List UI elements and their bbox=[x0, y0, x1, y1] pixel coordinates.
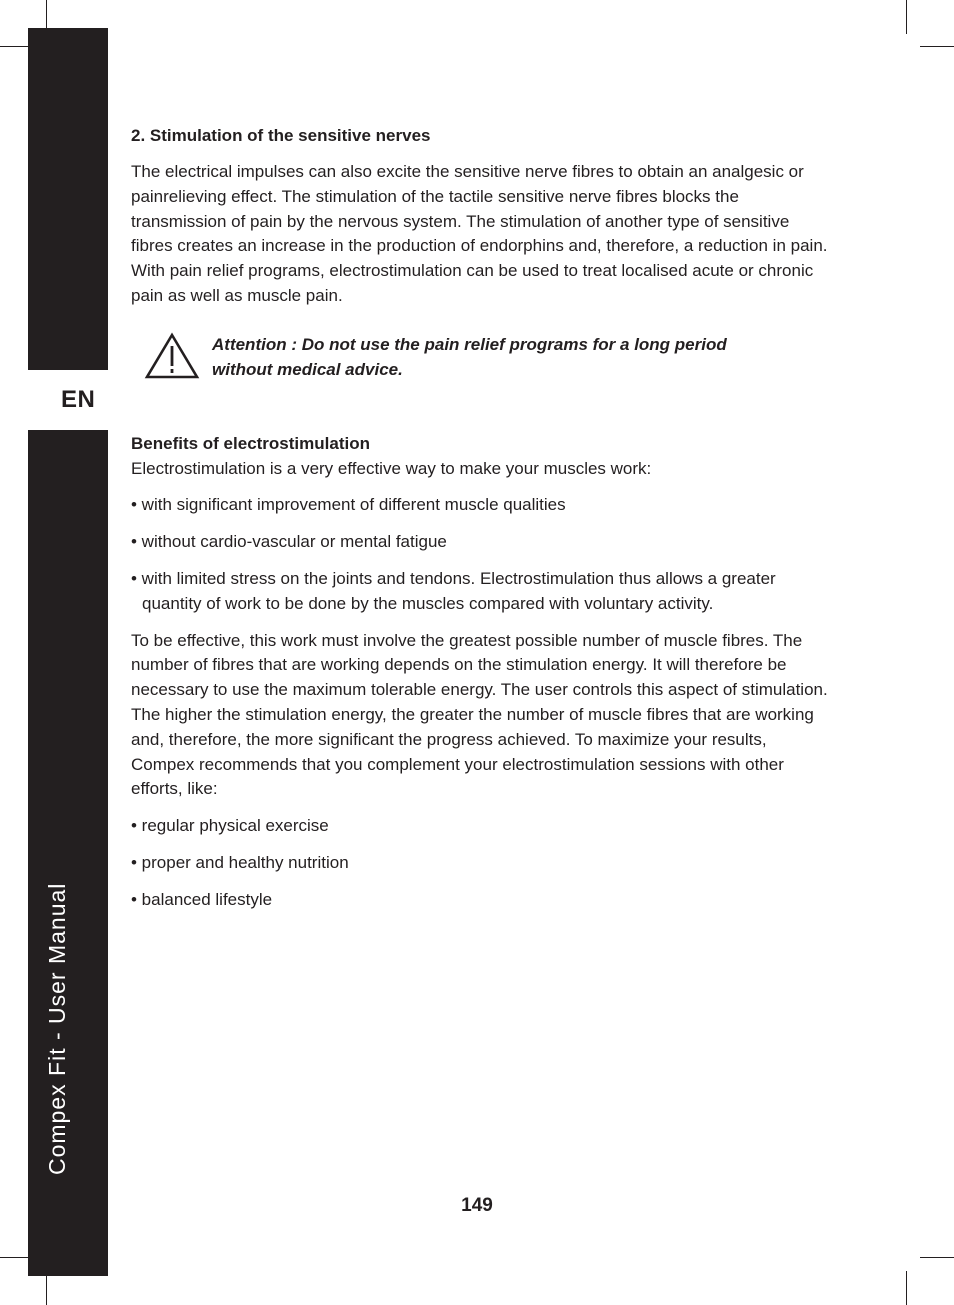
list-item: • regular physical exercise bbox=[131, 816, 329, 836]
section-paragraph: The electrical impulses can also excite the sensitive nerve fibres to obtain an analgesic or painrelieving effect. The stimulation of the tactile sensitive nerve fibres blocks the transmission of pain by the nervous system. The stimulation of another type of sensitive fibres creates an increase in the production of endorphins and, therefore, a reduction in pain. With pain relief programs, electrostimulation can be used to treat localised acute or chronic pain as well as muscle pain. bbox=[131, 162, 828, 305]
page-number: 149 bbox=[461, 1195, 493, 1216]
list-item: • proper and healthy nutrition bbox=[131, 852, 349, 872]
crop-mark bbox=[920, 46, 954, 47]
benefits-paragraph: To be effective, this work must involve the greatest possible number of muscle fibres. The number of fibres that are working depends on the stimulation energy. It will therefore be necessary to use the maximum tolerable energy. The user controls this aspect of stimulation. The higher the stimulation energy, the greater the number of muscle fibres that are working and, therefore, the more significant the progress achieved. To maximize your results, Compex recommends that you complement your electrostimulation sessions with other efforts, like: bbox=[131, 630, 828, 799]
language-tab bbox=[28, 370, 126, 430]
crop-mark bbox=[920, 1257, 954, 1258]
crop-mark bbox=[46, 1271, 47, 1305]
benefits-heading: Benefits of electrostimulation bbox=[131, 433, 370, 453]
list-item: • without cardio-vascular or mental fatigue bbox=[131, 532, 447, 552]
crop-mark bbox=[906, 1271, 907, 1305]
list-item: • with limited stress on the joints and tendons. Electrostimulation thus allows a greater quantity of work to be done by the muscles compared with voluntary activity. bbox=[131, 568, 776, 613]
attention-text: Attention : Do not use the pain relief programs for a long period without medical advice. bbox=[212, 334, 727, 379]
section-heading: 2. Stimulation of the sensitive nerves bbox=[131, 126, 431, 145]
list-item: • with significant improvement of different muscle qualities bbox=[131, 495, 566, 515]
page-content bbox=[131, 124, 831, 913]
attention-notice bbox=[144, 332, 831, 382]
warning-triangle-icon bbox=[144, 332, 200, 380]
benefits-intro: Electrostimulation is a very effective way to make your muscles work: bbox=[131, 458, 652, 478]
manual-title: Compex Fit - User Manual bbox=[44, 882, 70, 1175]
list-item: • balanced lifestyle bbox=[131, 889, 273, 909]
benefits-section bbox=[131, 432, 831, 913]
language-label: EN bbox=[61, 386, 96, 413]
sidebar-band-top bbox=[28, 28, 108, 370]
crop-mark bbox=[906, 0, 907, 34]
